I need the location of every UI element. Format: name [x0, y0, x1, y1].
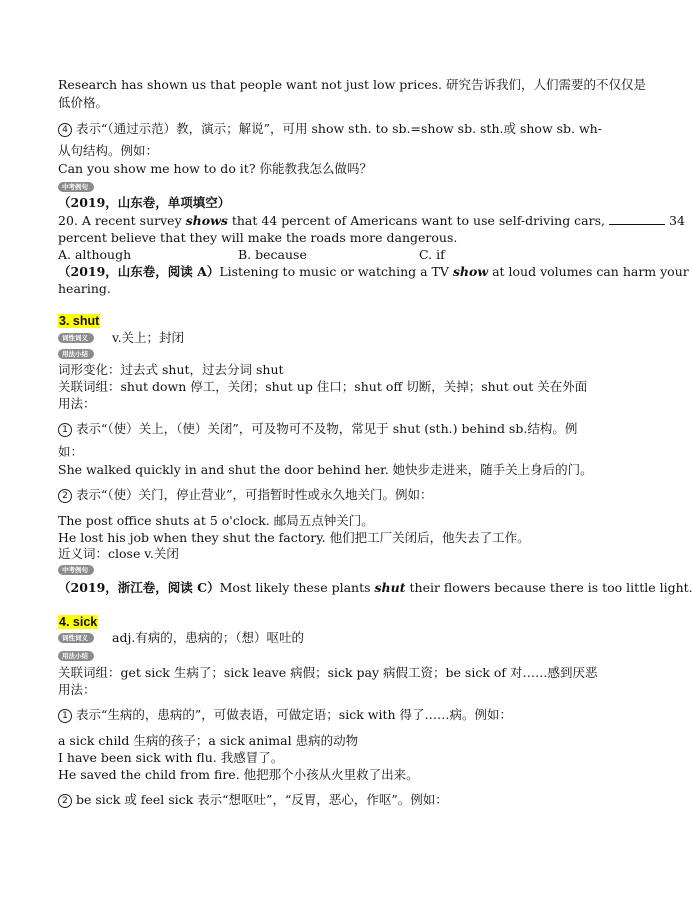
paragraph-line: 低价格。	[58, 95, 109, 110]
exam-reading-line	[58, 580, 693, 596]
question-text: that 44 percent of Americans want to use self-driving cars,	[227, 213, 605, 228]
exam-question-line: percent believe that they will make the roads more dangerous.	[58, 230, 458, 245]
usage-text: 表示“（通过示范）教，演示；解说”，可用 show sth. to sb.=show sb. sth.或 show sb. wh-	[76, 121, 602, 136]
usage-text: 表示“生病的，患病的”，可做表语，可做定语；sick with 得了……病。例如：	[76, 707, 512, 722]
paragraph-line: Research has shown us that people want not just low prices. 研究告诉我们，人们需要的不仅仅是	[58, 77, 646, 92]
option-b: B. because	[238, 247, 307, 262]
reading-text: Most likely these plants	[219, 580, 375, 595]
exam-question	[58, 213, 685, 229]
usage-item-2	[58, 487, 433, 503]
example-sentence: She walked quickly in and shut the door behind her. 她快步走进来，随手关上身后的门。	[58, 462, 593, 477]
exam-example-tag: 中考例句	[58, 565, 94, 575]
circled-number: 4	[58, 123, 72, 137]
usage-text: 表示“（使）关上，（使）关闭”，可及物可不及物，常见于 shut (sth.) behind sb.结构。例	[76, 421, 578, 436]
part-of-speech: adj.有病的，患病的；（想）呕吐的	[112, 630, 305, 645]
usage-text: 表示“（使）关门，停止营业”，可指暂时性或永久地关门。例如：	[76, 487, 433, 502]
exam-source: （2019，浙江卷，阅读 C）	[58, 580, 220, 595]
exam-source: （2019，山东卷，阅读 A）	[58, 264, 220, 279]
question-text: 34	[669, 213, 685, 228]
usage-item-4	[58, 121, 602, 137]
usage-tag: 用法小结	[58, 651, 94, 661]
paragraph-line: 如：	[58, 444, 84, 459]
circled-number: 1	[58, 423, 72, 437]
usage-item-1	[58, 707, 512, 723]
reading-text: their flowers because there is too little light.	[405, 580, 693, 595]
heading-text: 3. shut	[59, 314, 100, 328]
usage-tag: 用法小结	[58, 349, 94, 359]
section-heading-sick	[58, 614, 98, 630]
pos-tag: 词性词义	[58, 333, 94, 343]
circled-number: 1	[58, 709, 72, 723]
keyword: show	[452, 264, 489, 279]
option-c: C. if	[419, 247, 445, 262]
circled-number: 2	[58, 794, 72, 808]
exam-example-tag: 中考例句	[58, 182, 94, 192]
option-a: A. although	[58, 247, 132, 262]
keyword: shows	[185, 213, 228, 228]
usage-label: 用法：	[58, 396, 96, 411]
example-sentence: The post office shuts at 5 o'clock. 邮局五点钟关门。	[58, 513, 374, 528]
usage-item-2	[58, 792, 448, 808]
pos-tag: 词性词义	[58, 633, 94, 643]
example-sentence: He saved the child from fire. 他把那个小孩从火里救了出来。	[58, 767, 419, 782]
paragraph-line: 从句结构。例如：	[58, 143, 159, 158]
heading-text: 4. sick	[59, 615, 98, 629]
answer-blank	[609, 214, 665, 225]
keyword: shut	[374, 580, 406, 595]
usage-item-1	[58, 421, 577, 437]
usage-text: be sick 或 feel sick 表示“想呕吐”，“反胃，恶心，作呕”。例如：	[76, 792, 448, 807]
exam-source: （2019，山东卷，单项填空）	[58, 195, 231, 210]
part-of-speech: v.关上；封闭	[112, 330, 185, 345]
related-phrases: 关联词组：shut down 停工，关闭；shut up 住口；shut off 切断，关掉；shut out 关在外面	[58, 379, 588, 394]
question-text: 20. A recent survey	[58, 213, 186, 228]
circled-number: 2	[58, 489, 72, 503]
example-sentence: Can you show me how to do it? 你能教我怎么做吗？	[58, 161, 373, 176]
word-forms: 词形变化：过去式 shut，过去分词 shut	[58, 362, 284, 377]
section-heading-shut	[58, 313, 100, 329]
exam-reading-line	[58, 264, 689, 280]
synonym-line: 近义词：close v.关闭	[58, 546, 179, 561]
example-sentence: He lost his job when they shut the factory. 他们把工厂关闭后，他失去了工作。	[58, 530, 530, 545]
paragraph-line: hearing.	[58, 281, 111, 296]
reading-text: at loud volumes can harm your	[488, 264, 689, 279]
usage-label: 用法：	[58, 682, 96, 697]
example-sentence: I have been sick with flu. 我感冒了。	[58, 750, 284, 765]
reading-text: Listening to music or watching a TV	[219, 264, 453, 279]
example-sentence: a sick child 生病的孩子；a sick animal 患病的动物	[58, 733, 359, 748]
related-phrases: 关联词组：get sick 生病了；sick leave 病假；sick pay 病假工资；be sick of 对……感到厌恶	[58, 665, 598, 680]
